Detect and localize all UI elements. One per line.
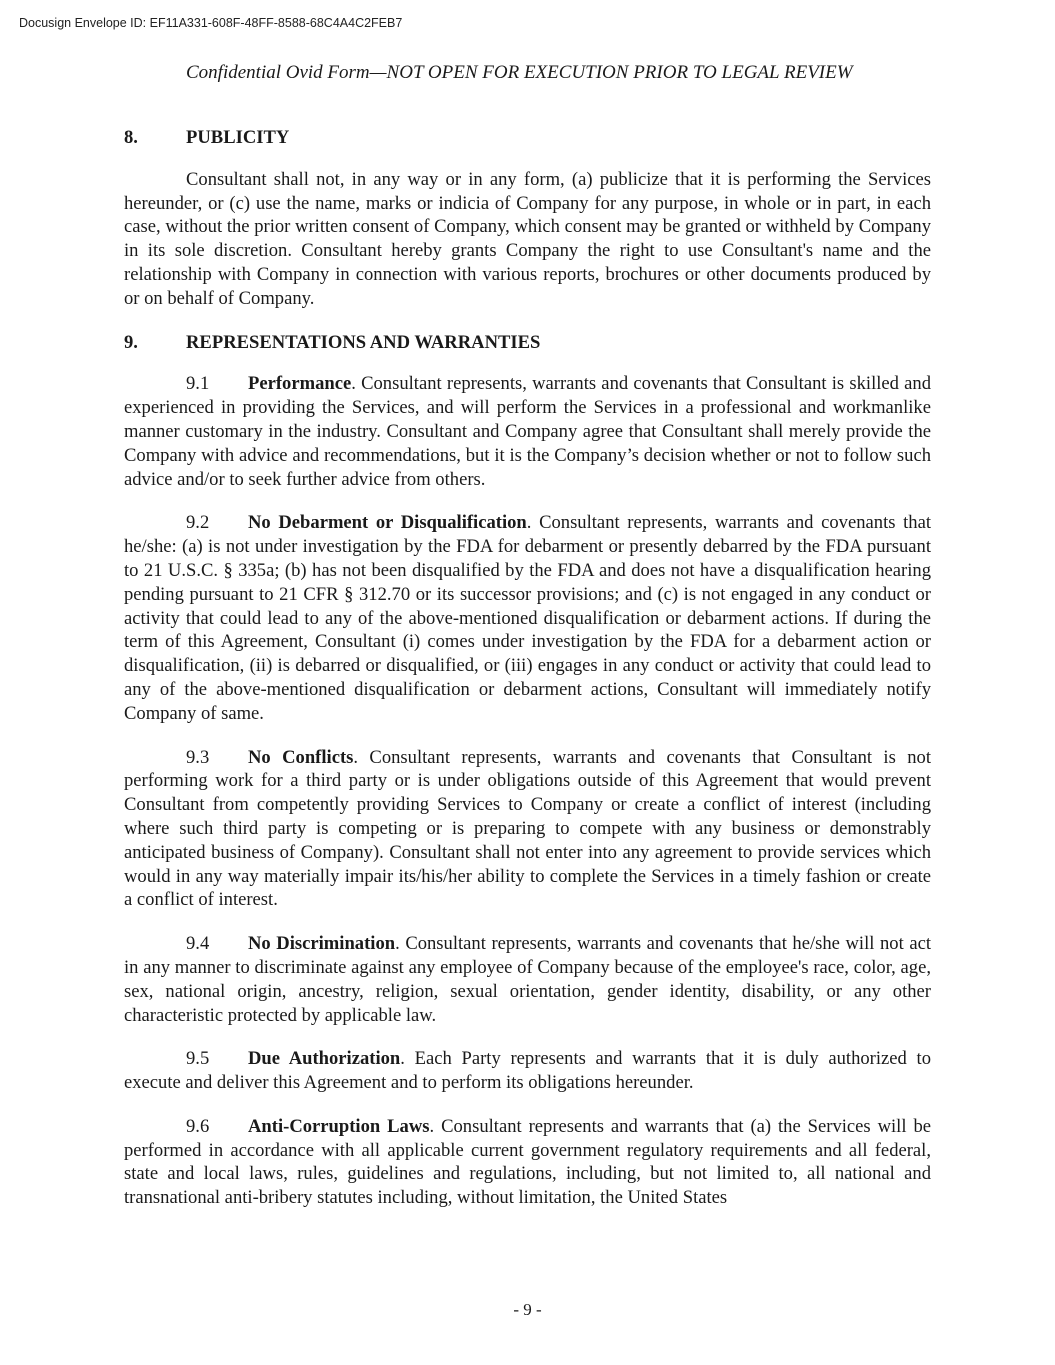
subsection-9-2 — [124, 511, 931, 725]
subsection-9-1 — [124, 372, 931, 491]
section-8-body: Consultant shall not, in any way or in any form, (a) publicize that it is performing the Services hereunder, or (c) use the name, marks or indicia of Company for any purpose, in whole or in part, in each case, without the prior written consent of Company, which consent may be granted or withheld by Company in its sole discretion. Consultant hereby grants Company the right to use Consultant's name and the relationship with Company in connection with various reports, brochures or other documents produced by or on behalf of Company. — [124, 168, 931, 309]
subsection-9-6-body: . Consultant represents and warrants that (a) the Services will be performed in accordance with all applicable current government regulatory requirements and all federal, state and local laws, rules, guidelines and regulations, including, but not limited to, all national and transnational anti-bribery statutes including, without limitation, the United States — [124, 1115, 931, 1209]
subsection-9-4-body: . Consultant represents, warrants and covenants that he/she will not act in any manner to discriminate against any employee of Company because of the employee's race, color, age, sex, national origin, ancestry, religion, sexual orientation, gender identity, disability, or any other characteristic protected by applicable law. — [124, 933, 931, 1026]
document-body — [124, 122, 931, 1230]
subsection-9-2-number: 9.2 — [186, 512, 210, 534]
subsection-9-1-title: Performance — [248, 373, 352, 395]
section-8-heading — [124, 126, 931, 150]
subsection-9-6-number: 9.6 — [186, 1115, 210, 1137]
subsection-9-3-body: . Consultant represents, warrants and covenants that Consultant is not performing work for a third party or is under obligations outside of this Agreement that would prevent Consultant from competently providing Services to Company or create a conflict of interest (including where such third party is competing or is preparing to compete with any business or demonstrably anticipated business of Company). Consultant shall not enter into any agreement to provide services which would in any way materially impair its/his/her ability to complete the Services in a timely fashion or create a conflict of interest. — [124, 746, 931, 911]
section-9-heading — [124, 331, 931, 355]
subsection-9-2-title: No Debarment or Disqualification — [248, 512, 527, 534]
subsection-9-4-title: No Discrimination — [248, 933, 396, 955]
subsection-9-1-body: . Consultant represents, warrants and covenants that Consultant is skilled and experienced in providing the Services, and will perform the Services in a professional and workmanlike manner customary in the industry. Consultant and Company agree that Consultant shall merely provide the Company with advice and recommendations, but it is the Company’s decision whether or not to follow such advice and/or to seek further advice from others. — [124, 373, 931, 490]
subsection-9-3 — [124, 746, 931, 913]
subsection-9-5-body: . Each Party represents and warrants that it is duly authorized to execute and deliver this Agreement and to perform its obligations hereunder. — [124, 1048, 931, 1094]
subsection-9-5 — [124, 1047, 931, 1095]
subsection-9-3-title: No Conflicts — [248, 746, 354, 768]
subsection-9-1-number: 9.1 — [186, 373, 210, 395]
subsection-9-6 — [124, 1115, 931, 1210]
subsection-9-5-title: Due Authorization — [248, 1048, 401, 1070]
subsection-9-3-number: 9.3 — [186, 746, 210, 768]
section-9-title: REPRESENTATIONS AND WARRANTIES — [186, 331, 541, 353]
confidential-header: Confidential Ovid Form—NOT OPEN FOR EXECUTION PRIOR TO LEGAL REVIEW — [186, 62, 853, 83]
section-8-title: PUBLICITY — [186, 127, 290, 148]
subsection-9-6-title: Anti-Corruption Laws — [248, 1115, 430, 1137]
page-number: - 9 - — [513, 1300, 542, 1319]
subsection-9-2-body: . Consultant represents, warrants and covenants that he/she: (a) is not under investigation by the FDA for debarment or presently debarred by the FDA pursuant to 21 U.S.C. § 335a; (b) has not been disqualified by the FDA and does not have a disqualification hearing pending pursuant to 21 CFR § 312.70 or its successor provisions; and (c) is not engaged in any conduct or activity that could lead to any of the above-mentioned disqualification or debarment actions. If during the term of this Agreement, Consultant (i) comes under investigation by the FDA for a debarment action or disqualification, (ii) is debarred or disqualified, or (iii) engages in any conduct or activity that could lead to any of the above-mentioned disqualification or debarment actions, Consultant will immediately notify Company of same. — [124, 512, 931, 724]
docusign-envelope-id: Docusign Envelope ID: EF11A331-608F-48FF-8588-68C4A4C2FEB7 — [19, 16, 403, 30]
subsection-9-5-number: 9.5 — [186, 1048, 210, 1070]
section-9-number: 9. — [124, 331, 138, 353]
section-8-number: 8. — [124, 127, 138, 148]
subsection-9-4-number: 9.4 — [186, 933, 210, 955]
subsection-9-4 — [124, 932, 931, 1027]
